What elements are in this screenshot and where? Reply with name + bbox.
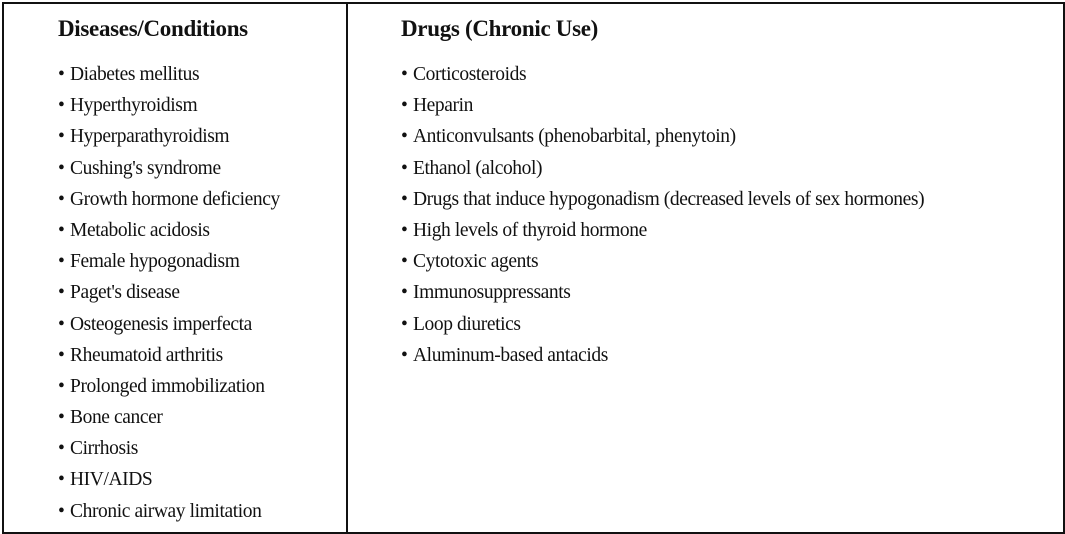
bullet-icon: • [58,469,65,491]
bullet-icon: • [401,251,408,273]
list-item-text: Anticonvulsants (phenobarbital, phenytoin) [413,126,736,148]
bullet-icon: • [401,282,408,304]
bullet-icon: • [58,126,65,148]
diseases-heading: Diseases/Conditions [58,16,248,41]
list-item [401,59,924,90]
list-item [58,277,280,308]
bullet-icon: • [58,95,65,117]
list-item [401,277,924,308]
bullet-icon: • [58,438,65,460]
list-item [401,90,924,121]
list-item-text: Aluminum-based antacids [413,344,608,366]
bullet-icon: • [58,313,65,335]
list-item-text: Growth hormone deficiency [70,188,280,210]
bullet-icon: • [401,95,408,117]
diseases-column [4,4,348,532]
drugs-list [401,59,924,371]
risk-factor-table [2,2,1065,534]
bullet-icon: • [401,344,408,366]
list-item-text: Drugs that induce hypogonadism (decreased levels of sex hormones) [413,188,925,210]
drugs-column [348,4,1063,532]
list-item-text: Heparin [413,95,474,117]
bullet-icon: • [401,64,408,85]
bullet-icon: • [58,64,65,85]
list-item [401,153,924,184]
list-item [401,246,924,277]
list-item-text: Diabetes mellitus [70,64,200,85]
list-item-text: Chronic airway limitation [70,500,262,522]
list-item-text: Hyperparathyroidism [70,126,230,148]
bullet-icon: • [401,219,408,241]
list-item-text: Paget's disease [70,282,180,304]
list-item [401,340,924,371]
list-item-text: Cirrhosis [70,438,138,460]
bullet-icon: • [58,500,65,522]
list-item-text: Rheumatoid arthritis [70,344,223,366]
bullet-icon: • [58,219,65,241]
list-item [401,309,924,340]
bullet-icon: • [401,313,408,335]
list-item-text: Cushing's syndrome [70,157,221,179]
bullet-icon: • [401,157,408,179]
bullet-icon: • [58,344,65,366]
list-item-text: Loop diuretics [413,313,521,335]
bullet-icon: • [58,157,65,179]
list-item-text: Metabolic acidosis [70,219,210,241]
list-item-text: Prolonged immobilization [70,375,265,397]
list-item [58,371,280,402]
bullet-icon: • [58,407,65,429]
drugs-heading: Drugs (Chronic Use) [401,16,599,41]
list-item-text: Immunosuppressants [413,282,571,304]
list-item [58,153,280,184]
list-item [58,184,280,215]
list-item-text: Bone cancer [70,407,163,429]
list-item-text: High levels of thyroid hormone [413,219,647,241]
list-item [58,464,280,495]
list-item [58,402,280,433]
list-item [58,433,280,464]
list-item-text: HIV/AIDS [70,469,153,491]
list-item-text: Female hypogonadism [70,251,240,273]
diseases-list [58,59,280,527]
list-item-text: Cytotoxic agents [413,251,539,273]
list-item [58,121,280,152]
bullet-icon: • [58,251,65,273]
list-item-text: Osteogenesis imperfecta [70,313,252,335]
list-item [401,184,924,215]
list-item [58,246,280,277]
list-item [58,496,280,527]
bullet-icon: • [58,282,65,304]
bullet-icon: • [58,375,65,397]
list-item-text: Corticosteroids [413,64,527,85]
bullet-icon: • [401,126,408,148]
list-item [58,59,280,90]
list-item [58,215,280,246]
list-item-text: Hyperthyroidism [70,95,198,117]
list-item [58,309,280,340]
list-item [58,340,280,371]
bullet-icon: • [58,188,65,210]
bullet-icon: • [401,188,408,210]
list-item-text: Ethanol (alcohol) [413,157,543,179]
list-item [58,90,280,121]
list-item [401,215,924,246]
list-item [401,121,924,152]
